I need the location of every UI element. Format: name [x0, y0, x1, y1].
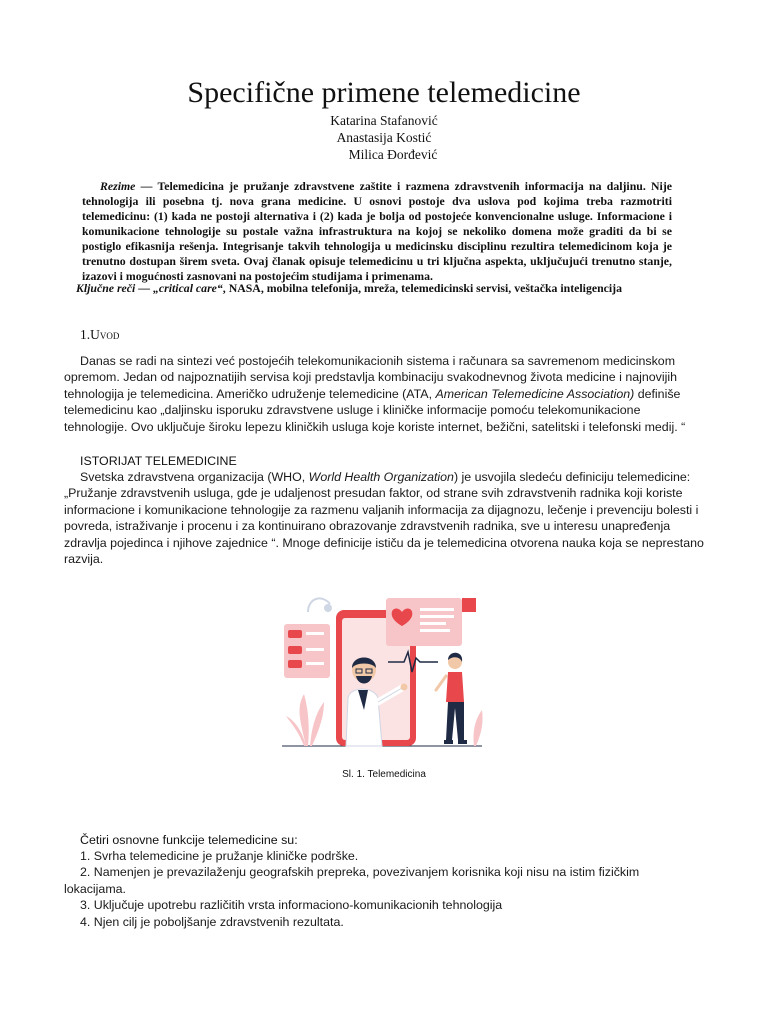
telemedicine-illustration: [278, 590, 490, 750]
abstract-text: Telemedicina je pružanje zdravstvene zaštite i razmena zdravstvenih informacija na daljinu. Nije tehnologija ili posebna tj. nova grana medicine. U osnovi postoje dva uslova pod kojima treba razmotriti telemedicinu: (1) kada ne postoji alternativa i (2) kada je bolja od postojeće konvencionalne usluge. Informacione i komunikacione tehnologije su postale važna infrastruktura na kojoj se nekoliko domena može graditi da bi se postiglo efikasnija rešenja. Integrisanje takvih tehnologija u medicinsku disciplinu rezultira telemedicinom koja je trenutno dostupan širem sveta. Ovaj članak opisuje telemedicinu u tri ključna aspekta, uključujući trenutno stanje, izazovi i mogućnosti zasnovani na postojećim studijama i primenama.: [82, 179, 672, 283]
abstract-dash: —: [135, 179, 158, 193]
author-name: Katarina Stafanović: [330, 113, 438, 128]
keywords-rest: , NASA, mobilna telefonija, mreža, telemedicinski servisi, veštačka inteligencija: [222, 281, 622, 295]
intro-text: Danas se radi na sintezi već postojećih telekomunikacionih sistema i računara sa savremenom medicinskom opremom. Jedan od najpoznatijih servisa koji predstavlja kombinaciju svakodnevnog života medicine i najnovijih tehnologija je telemedicina. Američko udruženje telemedicine (ATA,: [64, 354, 677, 401]
patient-figure: [436, 653, 467, 744]
section-heading-intro: [80, 326, 119, 343]
list-item: 4. Njen cilj je poboljšanje zdravstvenih rezultata.: [80, 914, 344, 929]
abstract: [82, 179, 672, 284]
author-name: Anastasija Kostić: [336, 130, 432, 145]
functions-intro: Četiri osnovne funkcije telemedicine su:: [80, 833, 298, 847]
intro-italic-text: American Telemedicine Association): [435, 386, 635, 401]
plant-icon: [286, 694, 324, 746]
list-item: 2. Namenjen je prevazilaženju geografskih prepreka, povezivanjem korisnika koji nisu na istim fizičkim lokacijama.: [64, 865, 640, 896]
history-text-cont: ) je usvojila sledeću definiciju telemedicine:„Pružanje zdravstvenih usluga, gde je udaljenost presudan faktor, od strane svih zdravstvenih radnika koji koriste informacione i komunikacione tehnologije za razmenu valjanih informacija za dijagnozu, lečenje i prevenciju bolesti i povreda, istraživanje i procenu i za kontinuirano obrazovanje zdravstvenih radnika, sve u interesu unapređenja zdravlja pojedinca i njihove zajednice “. Mnoge definicije ističu da je telemedicina otvorena nauka koja se neprestano razvija.: [64, 470, 704, 567]
history-heading: ISTORIJAT TELEMEDICINE: [80, 454, 237, 468]
keywords-label: Ključne reči: [76, 281, 136, 295]
history-italic-text: World Health Organization: [308, 470, 454, 484]
figure-caption: Sl. 1. Telemedicina: [342, 769, 426, 780]
intro-paragraph: [64, 353, 704, 435]
section-title: Uvod: [90, 327, 120, 342]
heart-monitor-icon: [386, 598, 476, 646]
author-list: [0, 112, 768, 163]
stethoscope-icon: [308, 598, 331, 612]
history-paragraph: [64, 469, 704, 567]
section-number: 1.: [80, 327, 91, 342]
list-item: 3. Uključuje upotrebu različitih vrsta informaciono-komunikacionih tehnologija: [80, 898, 503, 913]
keywords-dash: —: [135, 281, 154, 295]
intro-text-cont: definiše telemedicinu kao „daljinsku isporuku zdravstvene usluge i kliničke informacije pomoću telekomunikacione tehnologije. Ovo uključuje široku lepezu kliničkih usluga koje koriste internet, bežični, satelitski i telefonski medij. “: [64, 386, 686, 434]
history-text: Svetska zdravstvena organizacija (WHO,: [80, 470, 309, 484]
abstract-label: Rezime: [100, 179, 136, 193]
functions-list: [64, 848, 704, 930]
keyword-first: „critical care“: [153, 281, 223, 295]
telemedicine-illustration-svg: [278, 590, 490, 750]
author-name: Milica Đorđević: [348, 147, 438, 162]
list-item: 1. Svrha telemedicine je pružanje kliničke podrške.: [80, 849, 359, 863]
plant-icon: [473, 710, 482, 746]
medication-card-icon: [284, 624, 330, 678]
document-title: Specifične primene telemedicine: [187, 76, 581, 109]
keywords: [76, 281, 676, 296]
